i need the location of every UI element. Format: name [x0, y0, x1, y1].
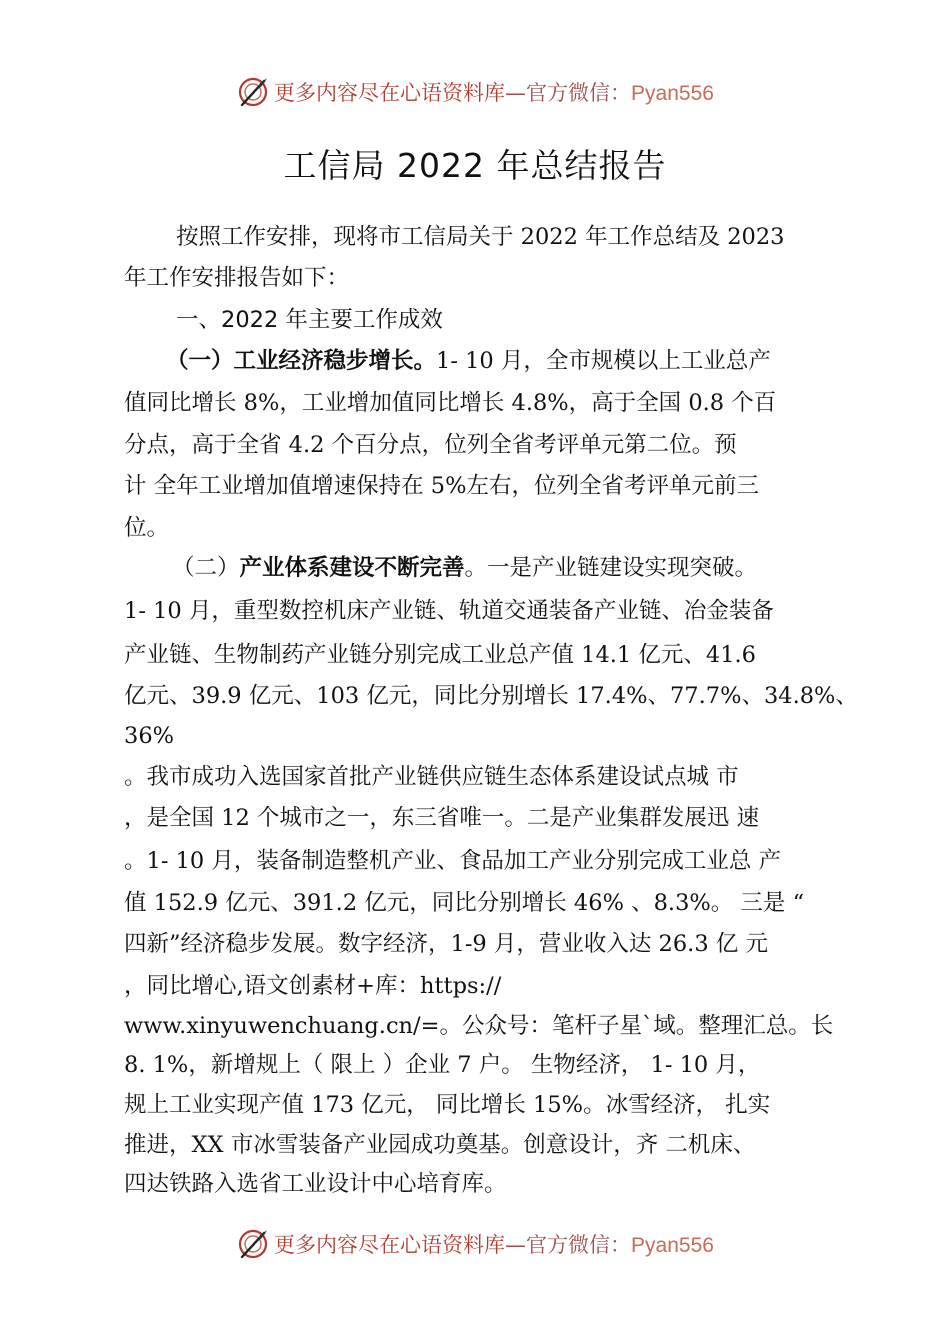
- p2-line-10: 四新”经济稳步发展。数字经济，1-9 月，营业收入达 26.3 亿 元: [124, 931, 768, 957]
- watermark-banner-bottom: [0, 1222, 950, 1266]
- p2-line-12: www.xinyuwenchuang.cn/=。公众号：笔杆子星`域。整理汇总。长: [124, 1013, 834, 1039]
- p1-text-1: 1- 10 月，全市规模以上工业总产: [436, 348, 771, 374]
- p2-lead: 产业体系建设不断完善: [239, 555, 465, 581]
- p1-line-1: [166, 346, 771, 376]
- watermark-label: 官方微信：: [526, 1233, 632, 1257]
- watermark-sep: —: [505, 1233, 527, 1257]
- watermark-wechat: Pyan556: [631, 82, 714, 105]
- p2-line-14: 规上工业实现产值 173 亿元， 同比增长 15%。冰雪经济， 扎实: [124, 1092, 771, 1118]
- p1-line-2: 值同比增长 8%，工业增加值同比增长 4.8%，高于全国 0.8 个百: [124, 390, 777, 416]
- quill-logo-icon: [236, 75, 270, 109]
- p2-line-9: 值 152.9 亿元、391.2 亿元，同比分别增长 46% 、8.3%。 三是 “: [124, 890, 805, 916]
- watermark-banner-top: [0, 70, 950, 114]
- watermark-text: [274, 77, 714, 107]
- p1-line-5: 位。: [124, 515, 170, 541]
- p2-line-13: 8. 1%，新增规上（ 限上 ）企业 7 户。 生物经济， 1- 10 月，: [124, 1052, 761, 1078]
- watermark-text: [274, 1229, 714, 1259]
- p2-line-5: 36%: [124, 723, 175, 749]
- p2-line-16: 四达铁路入选省工业设计中心培育库。: [124, 1171, 507, 1197]
- watermark-sep: —: [505, 81, 527, 105]
- p2-line-8: 。1- 10 月，装备制造整机产业、食品加工产业分别完成工业总 产: [124, 848, 782, 874]
- page-title: 工信局 2022 年总结报告: [283, 146, 667, 185]
- p2-line-1: [172, 553, 757, 583]
- p2-line-4: 亿元、39.9 亿元、103 亿元，同比分别增长 17.4%、77.7%、34.8%、: [124, 683, 858, 709]
- p2-line-3: 产业链、生物制药产业链分别完成工业总产值 14.1 亿元、41.6: [124, 642, 757, 668]
- p1-lead: （一）工业经济稳步增长。: [166, 348, 437, 374]
- intro-line-2: 年工作安排报告如下：: [124, 265, 350, 291]
- p1-line-4: 计 全年工业增加值增速保持在 5%左右，位列全省考评单元前三: [124, 473, 759, 499]
- quill-logo-icon: [236, 1227, 270, 1261]
- p2-line-2: 1- 10 月，重型数控机床产业链、轨道交通装备产业链、冶金装备: [124, 598, 774, 624]
- p2-prefix: （二）: [172, 555, 240, 581]
- p2-line-15: 推进，XX 市冰雪装备产业园成功奠基。创意设计，齐 二机床、: [124, 1132, 756, 1158]
- watermark-label: 官方微信：: [526, 81, 632, 105]
- p2-line-7: ，是全国 12 个城市之一，东三省唯一。二是产业集群发展迅 速: [124, 805, 760, 831]
- watermark-main: 更多内容尽在心语资料库: [274, 1233, 506, 1257]
- watermark-main: 更多内容尽在心语资料库: [274, 81, 506, 105]
- p1-line-3: 分点，高于全省 4.2 个百分点，位列全省考评单元第二位。预: [124, 432, 737, 458]
- p2-line-11: ，同比增心,语文创素材+库：https://: [124, 973, 502, 999]
- p2-line-6: 。我市成功入选国家首批产业链供应链生态体系建设试点城 市: [124, 764, 739, 790]
- section-heading: 一、2022 年主要工作成效: [176, 307, 443, 333]
- p2-tail: 。一是产业链建设实现突破。: [464, 555, 758, 581]
- intro-line-1: 按照工作安排，现将市工信局关于 2022 年工作总结及 2023: [176, 224, 785, 250]
- watermark-wechat: Pyan556: [631, 1234, 714, 1257]
